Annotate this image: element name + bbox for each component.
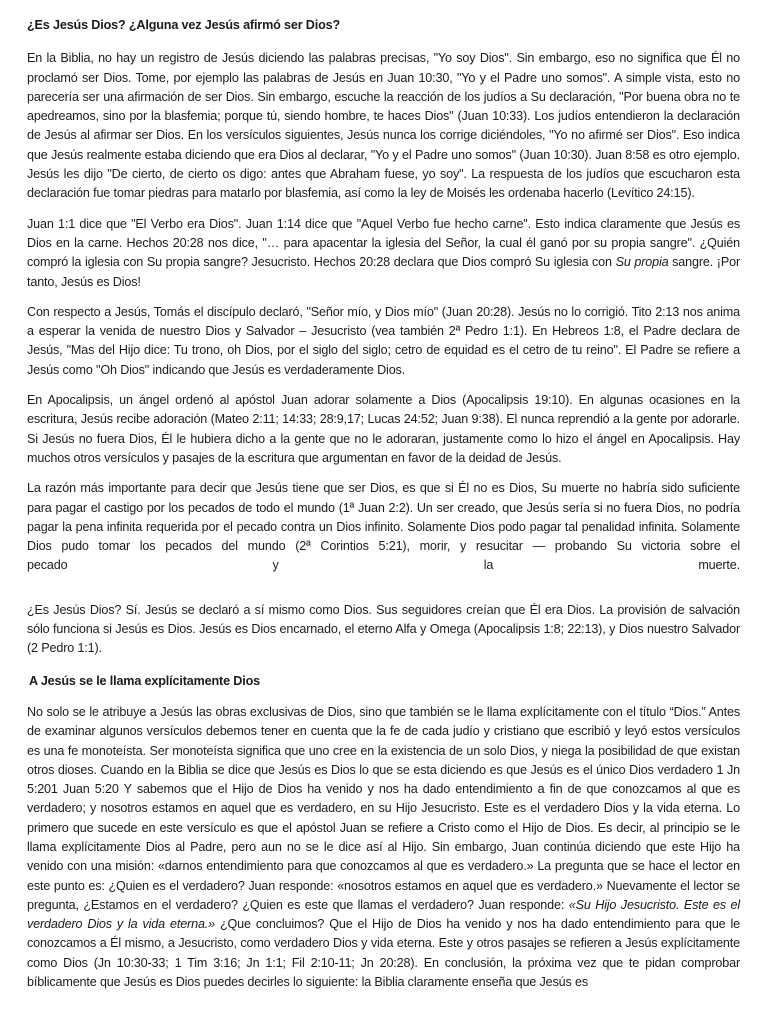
paragraph-2-text-a: Juan 1:1 dice que "El Verbo era Dios". Juan 1:14 dice que "Aquel Verbo fue hecho carne". Esto indica claramente que Jesús es Dios en la carne. Hechos 20:28 nos dice, "… para apacentar la iglesia del Señor, la cual él ganó por su propia sangre". ¿Quién compró la iglesia con Su propia sangre? Jesucristo. Hechos 20:28 declara que Dios compró Su iglesia con <box>27 216 740 270</box>
paragraph-3: Con respecto a Jesús, Tomás el discípulo declaró, "Señor mío, y Dios mío" (Juan 20:28). Jesús no lo corrigió. Tito 2:13 nos anima a esperar la venida de nuestro Dios y Salvador – Jesucristo (vea también 2ª Pedro 1:1). En Hebreos 1:8, el Padre declara de Jesús, "Mas del Hijo dice: Tu trono, oh Dios, por el siglo del siglo; cetro de equidad es el cetro de tu reino". El Padre se refiere a Jesús como "Oh Dios" indicando que Jesús es verdaderamente Dios. <box>27 304 740 377</box>
paragraph-7-emphasis: «Su Hijo Jesucristo. Este es el verdadero Dios y la vida eterna.» <box>27 897 740 932</box>
word-pecado: pecado <box>27 558 68 573</box>
word-la: la <box>483 558 494 573</box>
page-title: ¿Es Jesús Dios? ¿Alguna vez Jesús afirmó ser Dios? <box>27 18 341 32</box>
paragraph-2-emphasis: Su propia <box>615 255 669 270</box>
paragraph-6: ¿Es Jesús Dios? Sí. Jesús se declaró a sí mismo como Dios. Sus seguidores creían que Él era Dios. La provisión de salvación sólo funciona si Jesús es Dios. Jesús es Dios encarnado, el eterno Alfa y Omega (Apocalipsis 1:8; 22:13), y Dios nuestro Salvador (2 Pedro 1:1). <box>27 602 740 656</box>
paragraph-2 <box>27 215 740 292</box>
paragraph-7-text-a: No solo se le atribuye a Jesús las obras exclusivas de Dios, sino que también se le llama explícitamente con el título “Dios.” Antes de examinar algunos versículos debemos tener en cuenta que la fe de cada judío y cristiano que escribió y leyó estos versículos es una fe monoteísta. Ser monoteísta significa que uno cree en la existencia de un solo Dios, y niega la posibilidad de que existan otros dioses. Cuando en la Biblia se dice que Jesús es Dios lo que se esta diciendo es que Jesús es el único Dios verdadero 1 Jn 5:201 Juan 5:20 Y sabemos que el Hijo de Dios ha venido y nos ha dado entendimiento a fin de que conozcamos al que es verdadero; y nosotros estamos en aquel que es verdadero, en su Hijo Jesucristo. Este es el verdadero Dios y la vida eterna. Lo primero que sucede en este versículo es que el apóstol Juan se refiere a Cristo como el Hijo de Dios. Es decir, al principio se le llama explícitamente Dios al Padre, pero aun no se le dice así al Hijo. Sin embargo, Juan continúa diciendo que este Hijo ha venido con una misión: «darnos entendimiento para que conozcamos al que es verdadero.» La pregunta que se hace el lector en este punto es: ¿Quien es el verdadero? Juan responde: «nosotros estamos en aquel que es verdadero.» Nuevamente el lector se pregunta, ¿Estamos en el verdadero? ¿Quien es este que llamas el verdadero? Juan responde: <box>27 704 740 912</box>
spacer <box>27 590 740 601</box>
paragraph-5-text: La razón más importante para decir que Jesús tiene que ser Dios, es que si Él no es Dios, Su muerte no habría sido suficiente para pagar el castigo por los pecados de todo el mundo (1ª Juan 2:2). Un ser creado, que Jesús sería si no fuera Dios, no podría pagar la pena infinita requerida por el pecado contra un Dios infinito. Solamente Dios podo pagar tal penalidad infinita. Solamente Dios pudo tomar los pecados del mundo (2ª Corintios 5:21), morir, y resucitar — probando Su victoria sobre el <box>27 481 740 554</box>
paragraph-5-last-line <box>27 556 740 575</box>
paragraph-4: En Apocalipsis, un ángel ordenó al apóstol Juan adorar solamente a Dios (Apocalipsis 19:10). En algunas ocasiones en la escritura, Jesús recibe adoración (Mateo 2:11; 14:33; 28:9,17; Lucas 24:52; Juan 9:38). El nunca reprendió a la gente por adorarle. Si Jesús no fuera Dios, Él le hubiera dicho a la gente que no le adoraran, justamente como lo hizo el ángel en Apocalipsis. Hay muchos otros versículos y pasajes de la escritura que argumentan en favor de la deidad de Jesús. <box>27 393 740 465</box>
paragraph-7-text-b: ¿Que concluimos? Que el Hijo de Dios ha venido y nos ha dado entendimiento para que le conozcamos a Él mismo, a Jesucristo, como verdadero Dios y vida eterna. Este y otros pasajes se refieren a Jesús explícitamente como Dios (Jn 10:30-33; 1 Tim 3:16; Jn 1:1; Fil 2:10-11; Jn 20:28). En conclusión, la próxima vez que te pidan comprobar bíblicamente que Jesús es Dios puedes decirles lo siguiente: la Biblia claramente enseña que Jesús es <box>27 917 740 990</box>
paragraph-1: En la Biblia, no hay un registro de Jesús diciendo las palabras precisas, "Yo soy Dios". Sin embargo, eso no significa que Él no proclamó ser Dios. Tome, por ejemplo las palabras de Jesús en Juan 10:30, "Yo y el Padre uno somos". A simple vista, esto no parecería ser una afirmación de ser Dios. Sin embargo, escuche la reacción de los judíos a Su declaración, "Por buena obra no te apedreamos, sino por la blasfemia; porque tú, siendo hombre, te haces Dios" (Juan 10:33). Los judíos entendieron la declaración de Jesús al afirmar ser Dios. En los versículos siguientes, Jesús nunca los corrige diciéndoles, "Yo no afirmé ser Dios". Eso indica que Jesús realmente estaba diciendo que era Dios al declarar, "Yo y el Padre uno somos" (Juan 10:30). Juan 8:58 es otro ejemplo. Jesús les dijo "De cierto, de cierto os digo: antes que Abraham fuese, yo soy". La respuesta de los judíos que escucharon esta declaración fue tomar piedras para matarlo por blasfemia, así como la ley de Moisés les ordenaba hacerlo (Levítico 24:15). <box>27 51 740 201</box>
paragraph-5 <box>27 479 740 575</box>
word-y: y <box>272 558 279 573</box>
paragraph-2-text-b: sangre. ¡Por tanto, Jesús es Dios! <box>27 255 740 289</box>
paragraph-7 <box>27 703 740 992</box>
document-page <box>27 16 740 1003</box>
section-heading: A Jesús se le llama explícitamente Dios <box>29 673 260 688</box>
word-muerte: muerte. <box>698 558 740 573</box>
